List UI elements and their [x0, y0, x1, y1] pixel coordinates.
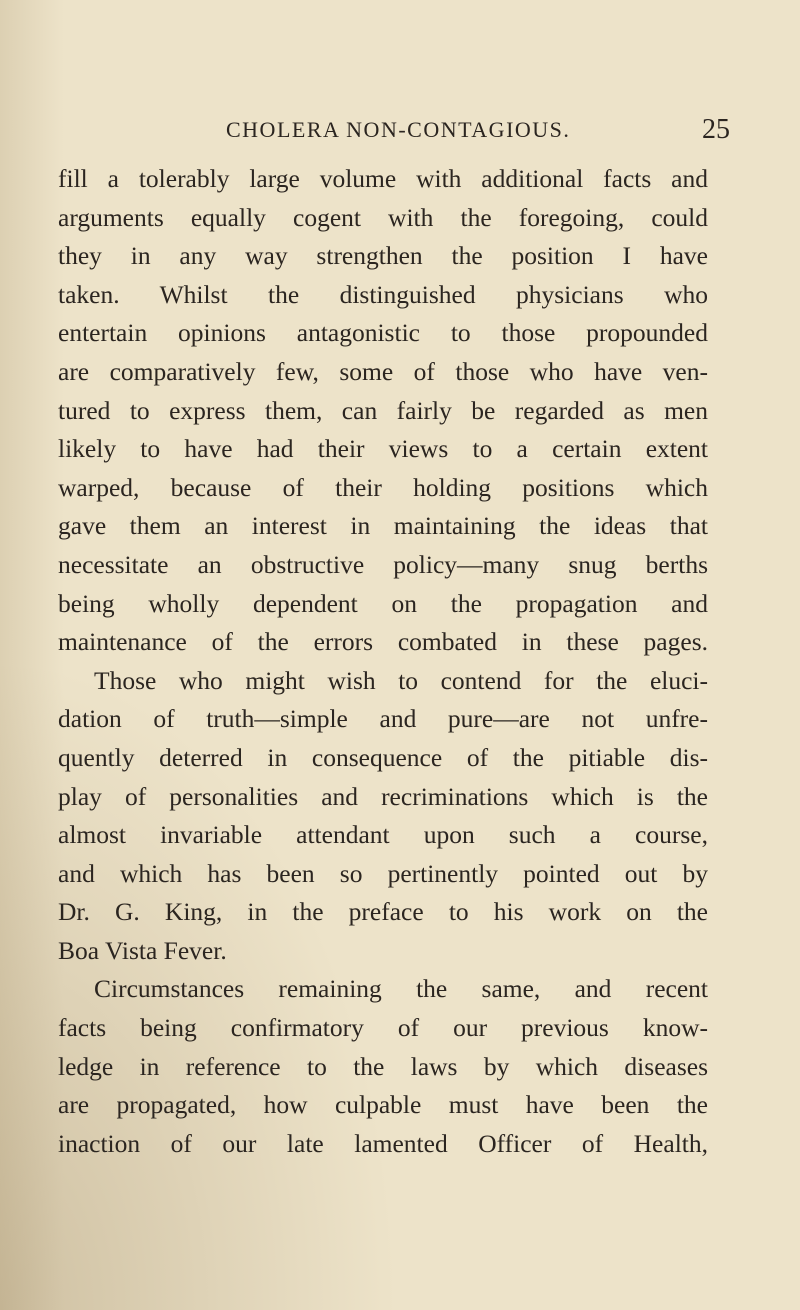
text-line: gave them an interest in maintaining the ideas that — [58, 511, 708, 541]
text-line: are propagated, how culpable must have been the — [58, 1090, 708, 1120]
text-line: likely to have had their views to a certain extent — [58, 434, 708, 464]
text-line: they in any way strengthen the position I have — [58, 241, 708, 271]
text-line: warped, because of their holding positions which — [58, 472, 708, 502]
text-line: facts being confirmatory of our previous know- — [58, 1013, 708, 1043]
text-line: ledge in reference to the laws by which diseases — [58, 1051, 708, 1081]
text-line: tured to express them, can fairly be regarded as men — [58, 395, 708, 425]
text-line: dation of truth—simple and pure—are not unfre- — [58, 704, 708, 734]
text-line: necessitate an obstructive policy—many snug berths — [58, 549, 708, 579]
text-line: being wholly dependent on the propagation and — [58, 588, 708, 618]
text-line: Those who might wish to contend for the eluci- — [94, 665, 708, 695]
text-line: and which has been so pertinently pointed out by — [58, 858, 708, 888]
body-text — [58, 160, 708, 1163]
text-line: Boa Vista Fever. — [58, 935, 227, 965]
text-line: taken. Whilst the distinguished physicians who — [58, 279, 708, 309]
text-line: play of personalities and recriminations which is the — [58, 781, 708, 811]
text-line: quently deterred in consequence of the pitiable dis- — [58, 742, 708, 772]
text-line: Circumstances remaining the same, and recent — [94, 974, 708, 1004]
text-line: entertain opinions antagonistic to those propounded — [58, 318, 708, 348]
text-line: almost invariable attendant upon such a course, — [58, 820, 708, 850]
text-line: arguments equally cogent with the foregoing, could — [58, 202, 708, 232]
page-number: 25 — [702, 114, 730, 145]
text-line: inaction of our late lamented Officer of Health, — [58, 1128, 708, 1158]
running-head — [0, 113, 800, 147]
text-line: maintenance of the errors combated in these pages. — [58, 627, 708, 657]
running-title: CHOLERA NON-CONTAGIOUS. — [226, 117, 571, 142]
text-line: Dr. G. King, in the preface to his work on the — [58, 897, 708, 927]
text-line: are comparatively few, some of those who have ven- — [58, 356, 708, 386]
text-line: fill a tolerably large volume with additional facts and — [58, 164, 708, 193]
